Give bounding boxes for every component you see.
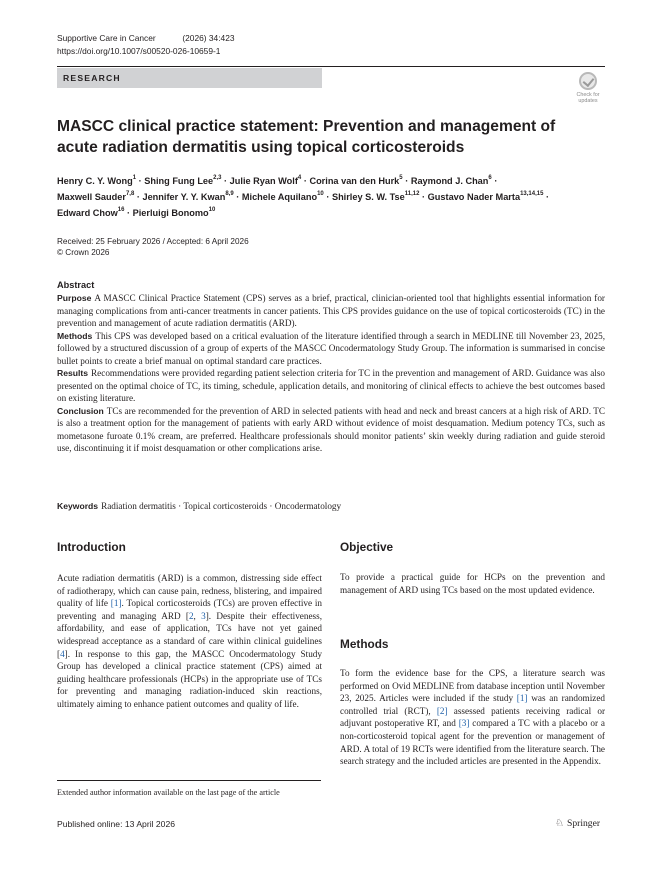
author[interactable]: Maxwell Sauder$^{7,8}$: [57, 190, 135, 202]
methods-heading: Methods: [340, 637, 389, 651]
author-list: Henry C. Y. Wong$^1$ · Shing Fung Lee$^{2,3}$ · Julie Ryan Wolf$^4$ · Corina van den Hurk$^5$ · Raymond J. Chan$^6$ · Maxwell Sauder$^{7,8}$ · Jennifer Y. Y. Kwan$^{8,9}$ · Michele Aquilano$^{10}$ · Shirley S. W. Tse$^{11,12}$ · Gustavo Nader Marta$^{13,14,15}$ · Edward Chow$^{16}$ · Pierluigi Bonomo$^{10}$: [57, 174, 550, 218]
author[interactable]: Julie Ryan Wolf$^4$: [229, 174, 302, 186]
doi-link[interactable]: https://doi.org/10.1007/s00520-026-10659-1: [57, 46, 221, 56]
springer-horse-icon: ♘: [555, 818, 564, 829]
header-divider: [57, 66, 605, 67]
author[interactable]: Shirley S. W. Tse$^{11,12}$: [331, 190, 420, 202]
author[interactable]: Gustavo Nader Marta$^{13,14,15}$: [427, 190, 544, 202]
keywords-text: Radiation dermatitis · Topical corticosteroids · Oncodermatology: [101, 501, 342, 511]
keywords-label: Keywords: [57, 501, 99, 511]
keywords: [57, 500, 605, 513]
check-updates-text: Check for updates: [576, 92, 600, 104]
citation-link[interactable]: [1]: [110, 598, 122, 609]
author[interactable]: Shing Fung Lee$^{2,3}$: [144, 174, 222, 186]
citation-link[interactable]: 3: [201, 610, 206, 621]
journal-name: Supportive Care in Cancer: [57, 33, 156, 43]
methods-text: To form the evidence base for the CPS, a literature search was performed on Ovid MEDLINE from database inception until November 23, 2025. Articles were included if the study [1] was an randomized controlled trial (RCT), [2] assessed patients receiving radical or adjuvant postoperative RT, and [3] compared a TC with a placebo or a non-corticosteroid topical agent for the prevention or management of ARD. A total of 19 RCTs were identified from the literature search. The search strategy and the included articles are presented in the Appendix.: [340, 668, 606, 767]
abstract-body: [57, 292, 605, 455]
citation-link[interactable]: [3]: [458, 718, 470, 729]
article-title: MASCC clinical practice statement: Prevention and management of acute radiation dermatitis using topical corticosteroids: [57, 118, 556, 156]
check-updates-icon: [579, 72, 597, 90]
section-label: RESEARCH: [57, 68, 322, 88]
published-date: Published online: 13 April 2026: [57, 819, 176, 829]
publisher-logo: [555, 817, 615, 831]
author[interactable]: Jennifer Y. Y. Kwan$^{8,9}$: [142, 190, 234, 202]
abstract-results: Results Recommendations were provided regarding patient selection criteria for TC in the prevention and management of ARD. Guidance was also presented on the optimal choice of TC, its timing, schedule, application details, and monitoring of clinical effects to achieve the best outcomes based on existing literature.: [57, 368, 605, 403]
author[interactable]: Michele Aquilano$^{10}$: [241, 190, 324, 202]
journal-header: [57, 33, 235, 44]
author[interactable]: Edward Chow$^{16}$: [57, 206, 125, 218]
purpose-label: Purpose: [57, 293, 92, 303]
author[interactable]: Pierluigi Bonomo$^{10}$: [132, 206, 216, 218]
introduction-text: Acute radiation dermatitis (ARD) is a common, distressing side effect of radiotherapy, which can cause pain, redness, blistering, and impaired quality of life [1]. Topical corticosteroids (TCs) are proven effective in preventing and managing ARD [2, 3]. Despite their effectiveness, affordability, and ease of application, TCs have not yet gained widespread acceptance as a standard of care within clinical guidelines [4]. In response to this gap, the MASCC Oncodermatology Study Group has developed a clinical practice statement (CPS) aimed at guiding healthcare professionals (HCPs) in the appropriate use of TCs for preventing and managing radiation-induced skin reactions, ultimately aiming to enhance patient outcomes and quality of life.: [57, 573, 323, 709]
citation-link[interactable]: 4: [60, 648, 65, 659]
author[interactable]: Corina van den Hurk$^5$: [309, 174, 403, 186]
received-accepted-dates: Received: 25 February 2026 / Accepted: 6 April 2026: [57, 237, 249, 246]
abstract-methods: Methods This CPS was developed based on a critical evaluation of the literature identified through a search in MEDLINE till November 23, 2025, followed by a structured discussion of a group of experts of the MASCC Oncodermatology Study Group. The information is summarised in concise bullet points to create a brief manual on optimal standard care practices.: [57, 330, 605, 366]
conclusion-label: Conclusion: [57, 405, 104, 416]
abstract-heading: Abstract: [57, 280, 95, 290]
objective-heading: Objective: [340, 540, 394, 554]
citation-link[interactable]: 2: [188, 610, 194, 621]
author[interactable]: Henry C. Y. Wong$^1$: [57, 174, 137, 186]
publisher-name: Springer: [567, 818, 601, 829]
author[interactable]: Raymond J. Chan$^6$: [410, 174, 492, 186]
abstract-conclusion: Conclusion TCs are recommended for the prevention of ARD in selected patients with head and neck and breast cancers at a high risk of ARD. TC is also a treatment option for the management of patients with early ARD without evidence of moist desquamation. Medium potency TCs, such as mometasone furoate 0.1% cream, are preferred. Healthcare professionals should monitor patients’ skin weekly during radiation and guide steroid use, discontinuing it if moist desquamation or other complications arise.: [57, 405, 605, 453]
objective-text: To provide a practical guide for HCPs on the prevention and management of ARD using TCs based on the most updated evidence.: [340, 572, 605, 595]
methods-label: Methods: [57, 330, 93, 341]
footnote: Extended author information available on the last page of the article: [57, 788, 280, 797]
citation-link[interactable]: [1]: [516, 693, 528, 704]
citation-link[interactable]: [2]: [436, 705, 448, 716]
introduction-heading: Introduction: [57, 540, 126, 554]
journal-volume: (2026) 34:423: [182, 33, 235, 43]
abstract-purpose: Purpose A MASCC Clinical Practice Statement (CPS) serves as a brief, practical, clinician-oriented tool that highlights essential information for managing complications from anti-cancer treatments in cancer patients. This CPS provides guidance on the use of topical corticosteroids (TC) in the prevention and management of acute radiation dermatitis (ARD).: [57, 293, 605, 328]
footnote-divider: [57, 780, 321, 781]
check-for-updates-badge[interactable]: [571, 72, 605, 106]
copyright-line: © Crown 2026: [57, 248, 110, 257]
results-label: Results: [57, 368, 89, 378]
